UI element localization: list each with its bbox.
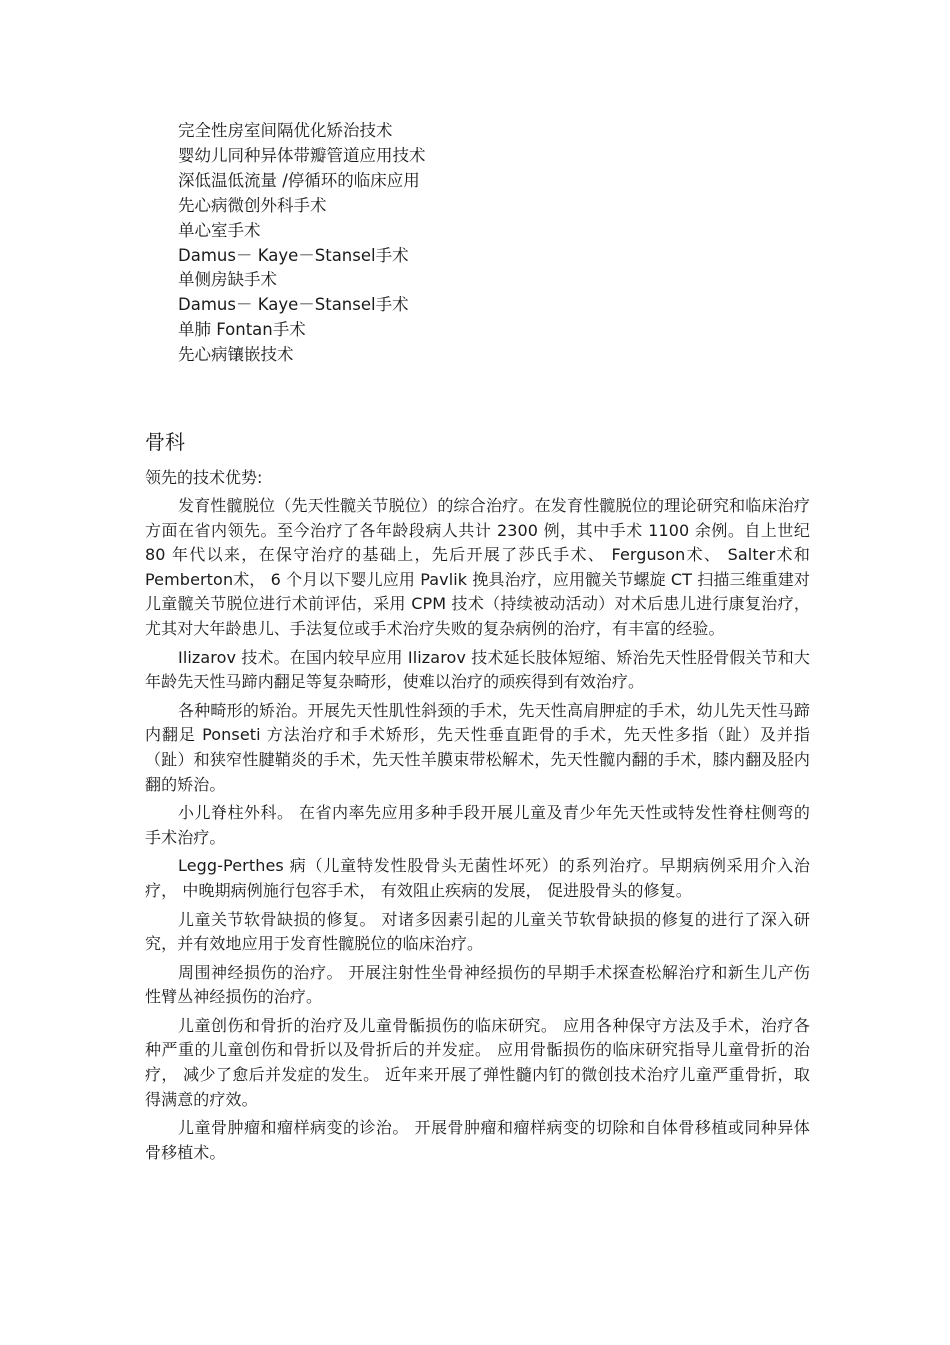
paragraph-deformity: 各种畸形的矫治。开展先天性肌性斜颈的手术，先天性高肩胛症的手术，幼儿先天性马蹄内翻足 Ponseti 方法治疗和手术矫形，先天性垂直距骨的手术，先天性多指（趾）及并指（趾）和狭窄性腱鞘炎的手术，先天性羊膜束带松解术，先天性髋内翻的手术，膝内翻及胫内翻的矫治。 bbox=[145, 700, 810, 794]
list-item: 先心病微创外科手术 bbox=[178, 195, 327, 215]
list-item: 单心室手术 bbox=[178, 220, 261, 240]
paragraph-tumor: 儿童骨肿瘤和瘤样病变的诊治。 开展骨肿瘤和瘤样病变的切除和自体骨移植或同种异体骨移植术。 bbox=[145, 1118, 810, 1162]
list-item: Damus－ Kaye－Stansel手术 bbox=[178, 245, 409, 265]
list-item: 单肺 Fontan手术 bbox=[178, 320, 306, 340]
list-item: Damus－ Kaye－Stansel手术 bbox=[178, 295, 409, 315]
list-item: 婴幼儿同种异体带瓣管道应用技术 bbox=[178, 145, 426, 165]
paragraph-perthes: Legg-Perthes 病（儿童特发性股骨头无菌性坏死）的系列治疗。早期病例采用介入治疗， 中晚期病例施行包容手术， 有效阻止疾病的发展， 促进股骨头的修复。 bbox=[145, 856, 810, 900]
paragraph-spine: 小儿脊柱外科。 在省内率先应用多种手段开展儿童及青少年先天性或特发性脊柱侧弯的手术治疗。 bbox=[145, 803, 810, 847]
list-item: 深低温低流量 /停循环的临床应用 bbox=[178, 170, 420, 190]
paragraph-cartilage: 儿童关节软骨缺损的修复。 对诸多因素引起的儿童关节软骨缺损的修复的进行了深入研究，并有效地应用于发育性髋脱位的临床治疗。 bbox=[145, 909, 810, 954]
section-body bbox=[145, 465, 810, 1169]
paragraph-hip-dysplasia: 发育性髋脱位（先天性髋关节脱位）的综合治疗。在发育性髋脱位的理论研究和临床治疗方面在省内领先。至今治疗了各年龄段病人共计 2300 例，其中手术 1100 余例。自上世纪 80 年代以来，在保守治疗的基础上，先后开展了莎氏手术、 Ferguson术、 Salter术和 Pemberton术， 6 个月以下婴儿应用 Pavlik 挽具治疗，应用髋关节螺旋 CT 扫描三维重建对儿童髋关节脱位进行术前评估，采用 CPM 技术（持续被动活动）对术后患儿进行康复治疗，尤其对大年龄患儿、手法复位或手术治疗失败的复杂病例的治疗，有丰富的经验。 bbox=[145, 496, 810, 638]
paragraph-trauma: 儿童创伤和骨折的治疗及儿童骨骺损伤的临床研究。 应用各种保守方法及手术，治疗各种严重的儿童创伤和骨折以及骨折后的并发症。 应用骨骺损伤的临床研究指导儿童骨折的治疗， 减少了愈后并发症的发生。 近年来开展了弹性髓内钉的微创技术治疗儿童严重骨折，取得满意的疗效。 bbox=[145, 1015, 810, 1109]
section-lead: 领先的技术优势: bbox=[145, 468, 263, 487]
list-item: 单侧房缺手术 bbox=[178, 270, 277, 290]
technique-list bbox=[178, 119, 426, 368]
list-item: 完全性房室间隔优化矫治技术 bbox=[178, 121, 393, 140]
paragraph-ilizarov: Ilizarov 技术。在国内较早应用 Ilizarov 技术延长肢体短缩、矫治先天性胫骨假关节和大年龄先天性马蹄内翻足等复杂畸形，使难以治疗的顽疾得到有效治疗。 bbox=[145, 647, 810, 692]
section-title: 骨科 bbox=[145, 430, 185, 454]
list-item: 先心病镶嵌技术 bbox=[178, 345, 294, 365]
paragraph-nerve: 周围神经损伤的治疗。 开展注射性坐骨神经损伤的早期手术探查松解治疗和新生儿产伤性臂丛神经损伤的治疗。 bbox=[145, 962, 810, 1007]
